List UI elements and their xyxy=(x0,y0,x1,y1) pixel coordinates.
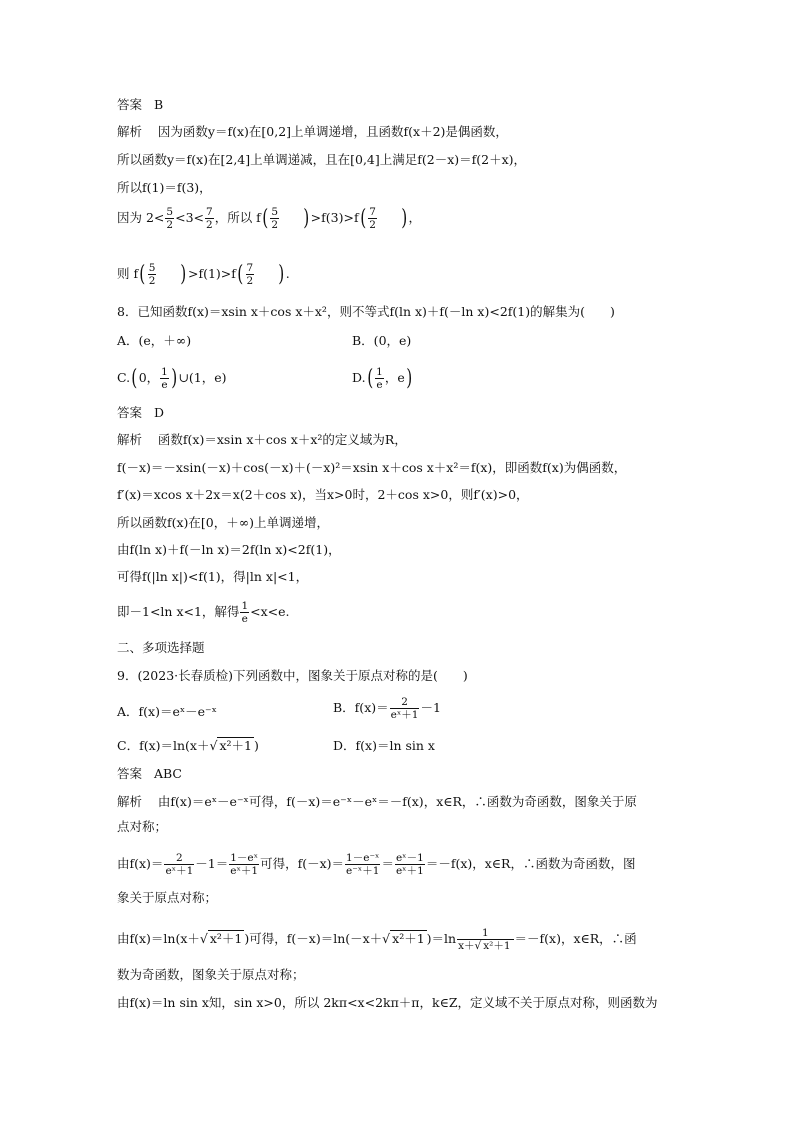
text: ，e xyxy=(384,370,405,385)
fraction: $\frac{5}{2}$ xyxy=(166,206,174,231)
fraction: $\frac{7}{2}$ xyxy=(206,206,213,231)
q9-option-c: C．f(x)＝ln(x＋√ x²＋1 ) xyxy=(117,738,259,753)
text: B．f(x)＝ xyxy=(333,700,389,715)
answer-value: B xyxy=(153,97,164,112)
fraction: $\frac{\text{1－e⁻ˣ}}{\text{e⁻ˣ＋1}}$ xyxy=(346,852,380,877)
analysis-text: 因为函数y＝f(x)在[0,2]上单调递增，且函数f(x＋2)是偶函数， xyxy=(157,124,508,139)
q8-analysis-line-2: f(－x)＝－xsin(－x)＋cos(－x)＋(－x)²＝xsin x＋cos x＋x²＝f(x)，即函数f(x)为偶函数， xyxy=(117,460,627,475)
text: )＝ln xyxy=(426,931,457,946)
q7-analysis-line-2: 所以函数y＝f(x)在[2,4]上单调递减，且在[0,4]上满足f(2－x)＝f(2＋x)， xyxy=(117,152,527,167)
q7-analysis-line-4: 因为 2< $\frac{5}{2}$ <3< $\frac{7}{2}$ ，所以 f( $\frac{5}{2}$ )>f(3)>f( $\frac{7}{2}$ )， xyxy=(117,205,421,231)
q9-stem: 9．(2023·长春质检)下列函数中，图象关于原点对称的是( ) xyxy=(117,668,468,683)
q9-analysis-line-3 xyxy=(117,852,635,877)
q9-option-b xyxy=(333,696,441,721)
answer-value: D xyxy=(153,405,164,420)
fraction: $\frac{1}{\text{x＋√ x²＋1}}$ xyxy=(457,927,513,952)
q9-option-d: D．f(x)＝ln sin x xyxy=(333,738,435,753)
text: )可得，f(－x)＝ln(－x＋ xyxy=(244,931,383,946)
text: 可得，f(－x)＝ xyxy=(260,856,345,871)
analysis-label: 解析 xyxy=(117,124,143,139)
fraction: $\frac{\text{1－eˣ}}{\text{eˣ＋1}}$ xyxy=(230,852,259,877)
q9-analysis-line-7: 由f(x)＝ln sin x知，sin x>0，所以 2kπ<x<2kπ＋π，k∈Z，定义域不关于原点对称，则函数为 xyxy=(117,995,658,1010)
q8-option-c: C.(0， $\frac{1}{e}$ )∪(1，e) xyxy=(117,365,227,391)
text: 则 f xyxy=(117,266,139,281)
q7-analysis-line-3: 所以f(1)＝f(3)， xyxy=(117,180,212,195)
q7-analysis-line-1 xyxy=(117,124,508,140)
analysis-text: 函数f(x)＝xsin x＋cos x＋x²的定义域为R， xyxy=(157,432,407,447)
q9-option-a: A．f(x)＝eˣ－e⁻ˣ xyxy=(117,704,217,719)
text: ＝ xyxy=(381,856,394,871)
text: >f(1)>f xyxy=(187,266,236,281)
text: －1＝ xyxy=(195,856,229,871)
text: 由f(x)＝ xyxy=(117,856,164,871)
sqrt: x²＋1 xyxy=(219,738,252,753)
answer-label: 答案 xyxy=(117,97,143,112)
q8-analysis-line-5: 由f(ln x)＋f(－ln x)＝2f(ln x)<2f(1)， xyxy=(117,542,341,557)
sqrt: x²＋1 xyxy=(392,931,425,946)
fraction: $\frac{5}{2}$ xyxy=(148,262,156,287)
text: >f(3)>f xyxy=(310,210,359,225)
q8-option-b: B．(0，e) xyxy=(352,333,412,348)
text: <x<e. xyxy=(250,604,290,619)
q9-analysis-line-6: 数为奇函数，图象关于原点对称； xyxy=(117,967,305,982)
fraction: $\frac{1}{e}$ xyxy=(376,366,383,391)
text: ，所以 f xyxy=(214,210,261,225)
q7-answer-line xyxy=(117,97,163,113)
fraction: $\frac{1}{e}$ xyxy=(161,366,168,391)
q9-analysis-line-2: 点对称； xyxy=(117,819,168,834)
fraction: $\frac{7}{2}$ xyxy=(246,262,254,287)
q8-analysis-line-3: f′(x)＝xcos x＋2x＝x(2＋cos x)，当x>0时，2＋cos x>0，则f′(x)>0， xyxy=(117,487,529,502)
text: ， xyxy=(408,210,421,225)
fraction: $\frac{2}{\text{eˣ＋1}}$ xyxy=(165,852,194,877)
q8-answer-line xyxy=(117,405,164,421)
q9-answer-line xyxy=(117,766,182,782)
text: 0， xyxy=(138,370,160,385)
fraction: $\frac{1}{e}$ xyxy=(241,600,249,625)
answer-label: 答案 xyxy=(117,405,143,420)
text: <3< xyxy=(175,210,204,225)
text: . xyxy=(285,266,290,281)
text: ∪(1，e) xyxy=(178,370,227,385)
analysis-text: 由f(x)＝eˣ－e⁻ˣ可得，f(－x)＝e⁻ˣ－eˣ＝－f(x)，x∈R，∴函数为奇函数，图象关于原 xyxy=(157,794,637,809)
q9-analysis-line-4: 象关于原点对称； xyxy=(117,890,218,905)
q8-analysis-line-7 xyxy=(117,600,290,625)
text: C．f(x)＝ln(x＋ xyxy=(117,738,210,753)
text: D. xyxy=(352,370,366,385)
text: C. xyxy=(117,370,131,385)
q9-analysis-line-5: 由f(x)＝ln(x＋√ x²＋1 )可得，f(－x)＝ln(－x＋√ x²＋1 )＝ln $\frac{1}{\text{x＋√ x²＋1}}$ ＝－f(x)，x∈R，∴函 xyxy=(117,927,637,952)
text: ) xyxy=(253,738,259,753)
fraction: $\frac{2}{\text{eˣ＋1}}$ xyxy=(390,696,419,721)
q8-option-d: D.( $\frac{1}{e}$ ，e) xyxy=(352,365,413,391)
q7-analysis-line-5: 则 f( $\frac{5}{2}$ )>f(1)>f( $\frac{7}{2}$ ). xyxy=(117,261,290,287)
q8-option-a: A．(e，＋∞) xyxy=(117,333,192,348)
q8-analysis-line-4: 所以函数f(x)在[0，＋∞)上单调递增， xyxy=(117,515,330,530)
sqrt: x²＋1 xyxy=(209,931,243,946)
text: ＝－f(x)，x∈R，∴函 xyxy=(514,931,637,946)
section-heading: 二、多项选择题 xyxy=(117,640,205,655)
text: －1 xyxy=(420,700,441,715)
text: ＝－f(x)，x∈R，∴函数为奇函数，图 xyxy=(425,856,636,871)
text: 因为 2< xyxy=(117,210,165,225)
answer-label: 答案 xyxy=(117,766,143,781)
fraction: $\frac{\text{eˣ－1}}{\text{eˣ＋1}}$ xyxy=(395,852,424,877)
text: 由f(x)＝ln(x＋ xyxy=(117,931,200,946)
q8-stem: 8．已知函数f(x)＝xsin x＋cos x＋x²，则不等式f(ln x)＋f(－ln x)<2f(1)的解集为( ) xyxy=(117,304,615,319)
text: 即－1<ln x<1，解得 xyxy=(117,604,240,619)
analysis-label: 解析 xyxy=(117,432,143,447)
analysis-label: 解析 xyxy=(117,794,143,809)
fraction: $\frac{5}{2}$ xyxy=(271,206,279,231)
q9-analysis-line-1 xyxy=(117,794,637,810)
fraction: $\frac{7}{2}$ xyxy=(369,206,376,231)
q8-analysis-line-1 xyxy=(117,432,407,448)
q8-analysis-line-6: 可得f(|ln x|)<f(1)，得|ln x|<1， xyxy=(117,569,309,584)
answer-value: ABC xyxy=(153,766,182,781)
